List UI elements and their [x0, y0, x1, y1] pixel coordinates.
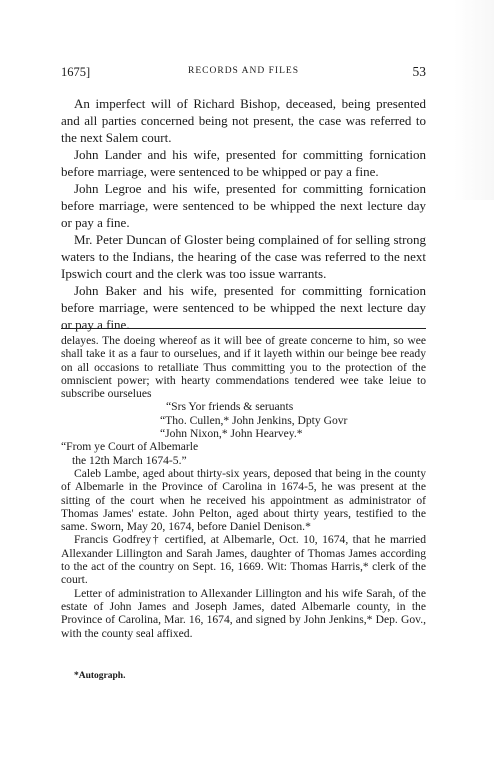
header-year: 1675] [61, 65, 91, 79]
upper-text-block [61, 95, 426, 333]
paragraph-lambe: Caleb Lambe, aged about thirty-six years, deposed that being in the county of Albemarle in the Province of Carolina in 1674-5, he was present at the sitting of the court when he received his appointment as administrator of Thomas James' estate. John Pelton, aged about thirty years, testified to the same. Sworn, May 20, 1674, before Daniel Denison.* [61, 466, 426, 534]
signature-line-3: “John Nixon,* John Hearvey.* [160, 427, 303, 441]
letter-body: delayes. The doeing whereof as it will bee of greate concerne to him, so wee shall take it as a faur to ourselues, and if it layeth within our beinge bee ready on all occasions to retalliate Thus committing you to the protection of the omniscient power; with hearty commendations tendered wee take leiue to subscribe ourselues [61, 334, 426, 401]
paragraph-lander: John Lander and his wife, presented for committing fornication before marriage, were sentenced to be whipped or pay a fine. [61, 147, 426, 179]
page-number: 53 [412, 64, 426, 79]
paragraph-bishop-will: An imperfect will of Richard Bishop, deceased, being presented and all parties concerned being not present, the case was referred to the next Salem court. [61, 96, 426, 145]
running-header [61, 64, 426, 82]
paragraph-duncan: Mr. Peter Duncan of Gloster being complained of for selling strong waters to the Indians, the hearing of the case was referred to the next Ipswich court and the clerk was too issue warrants. [61, 232, 426, 281]
paragraph-godfrey: Francis Godfrey† certified, at Albemarle, Oct. 10, 1674, that he married Allexander Lillington and Sarah James, daughter of Thomas James according to the act of the country on Sept. 16, 1669. Wit: Thomas Harris,* clerk of the court. [61, 533, 426, 587]
header-title: RECORDS AND FILES [188, 66, 299, 76]
section-divider [61, 328, 426, 329]
scan-edge-shading [454, 0, 494, 200]
footnote: *Autograph. [74, 671, 126, 681]
signature-line-2: “Tho. Cullen,* John Jenkins, Dpty Govr [160, 413, 348, 427]
paragraph-letter-of-administration: Letter of administration to Allexander Lillington and his wife Sarah, of the estate of John James and Joseph James, dated Albemarle county, in the Province of Carolina, Mar. 16, 1674, and signed by John Jenkins,* Dep. Gov., with the county seal affixed. [61, 586, 426, 640]
paragraph-baker: John Baker and his wife, presented for committing fornication before marriage, were sentenced to be whipped the next lecture day or pay a fine. [61, 283, 426, 332]
paragraph-legroe: John Legroe and his wife, presented for committing fornication before marriage, were sentenced to be whipped the next lecture day or pay a fine. [61, 181, 426, 230]
signature-line-1: “Srs Yor friends & seruants [166, 400, 294, 414]
date-line: the 12th March 1674-5.” [72, 453, 187, 467]
lower-text-block [61, 334, 426, 640]
from-line: “From ye Court of Albemarle [61, 440, 199, 454]
